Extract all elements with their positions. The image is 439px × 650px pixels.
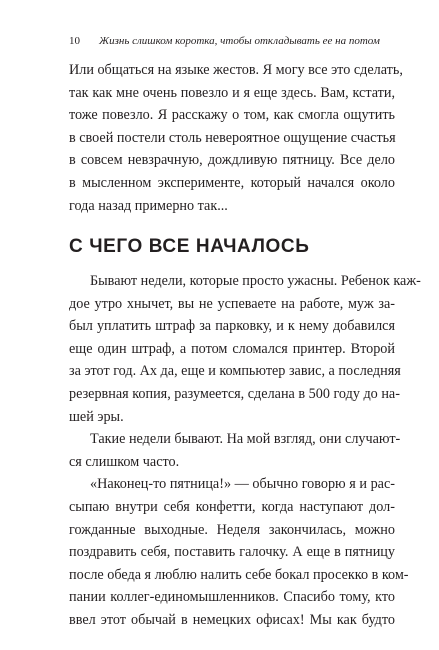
- section-heading: С ЧЕГО ВСЕ НАЧАЛОСЬ: [69, 236, 310, 257]
- text-line: гожданные выходные. Неделя закончилась, можно: [69, 521, 395, 538]
- text-line: резервная копия, разумеется, сделана в 500 году до на-: [69, 385, 400, 402]
- paragraph: [69, 428, 401, 473]
- paragraph: [69, 59, 403, 217]
- running-head-title: Жизнь слишком коротка, чтобы откладывать ее на потом: [99, 35, 380, 47]
- text-line: был уплатить штраф за парковку, и к нему добавился: [69, 318, 395, 335]
- text-line: тоже повезло. Я расскажу о том, как смогла ощутить: [69, 107, 395, 124]
- text-line: после обеда я люблю налить себе бокал просекко в ком-: [69, 566, 409, 583]
- text-line: «Наконец-то пятница!» — обычно говорю я и рас-: [90, 476, 395, 493]
- text-line: ся слишком часто.: [69, 453, 180, 470]
- text-line: сыпаю внутри себя конфетти, когда наступают дол-: [69, 498, 395, 515]
- text-line: Или общаться на языке жестов. Я могу все это сделать,: [69, 62, 403, 78]
- paragraph: [69, 473, 409, 631]
- text-line: еще один штраф, а потом сломался принтер. Второй: [69, 340, 395, 357]
- text-line: в своей постели столь невероятное ощущение счастья: [69, 129, 396, 146]
- text-line: шей эры.: [69, 408, 124, 425]
- body-text-bottom: [69, 270, 421, 632]
- running-head: [69, 34, 399, 48]
- text-line: поздравить себя, поставить галочку. А еще в пятницу: [69, 544, 395, 561]
- body-text-top: [69, 59, 403, 217]
- text-line: дое утро хнычет, вы не успеваете на работе, муж за-: [69, 295, 395, 312]
- paragraph: [69, 270, 421, 428]
- text-line: в мысленном эксперименте, который начался около: [69, 174, 395, 191]
- text-line: Такие недели бывают. На мой взгляд, они случают-: [90, 431, 401, 448]
- text-line: пании коллег-единомышленников. Спасибо тому, кто: [69, 589, 395, 606]
- text-line: так как мне очень повезло и я еще здесь. Вам, кстати,: [69, 84, 395, 101]
- text-line: в совсем невзрачную, дождливую пятницу. Все дело: [69, 152, 395, 169]
- text-line: за этот год. Ах да, еще и компьютер завис, а последняя: [69, 363, 401, 380]
- text-line: ввел этот обычай в немецких офисах! Мы как будто: [69, 611, 395, 628]
- page-number: 10: [69, 35, 80, 47]
- text-line: года назад примерно так...: [69, 197, 228, 214]
- text-line: Бывают недели, которые просто ужасны. Ребенок каж-: [90, 273, 421, 289]
